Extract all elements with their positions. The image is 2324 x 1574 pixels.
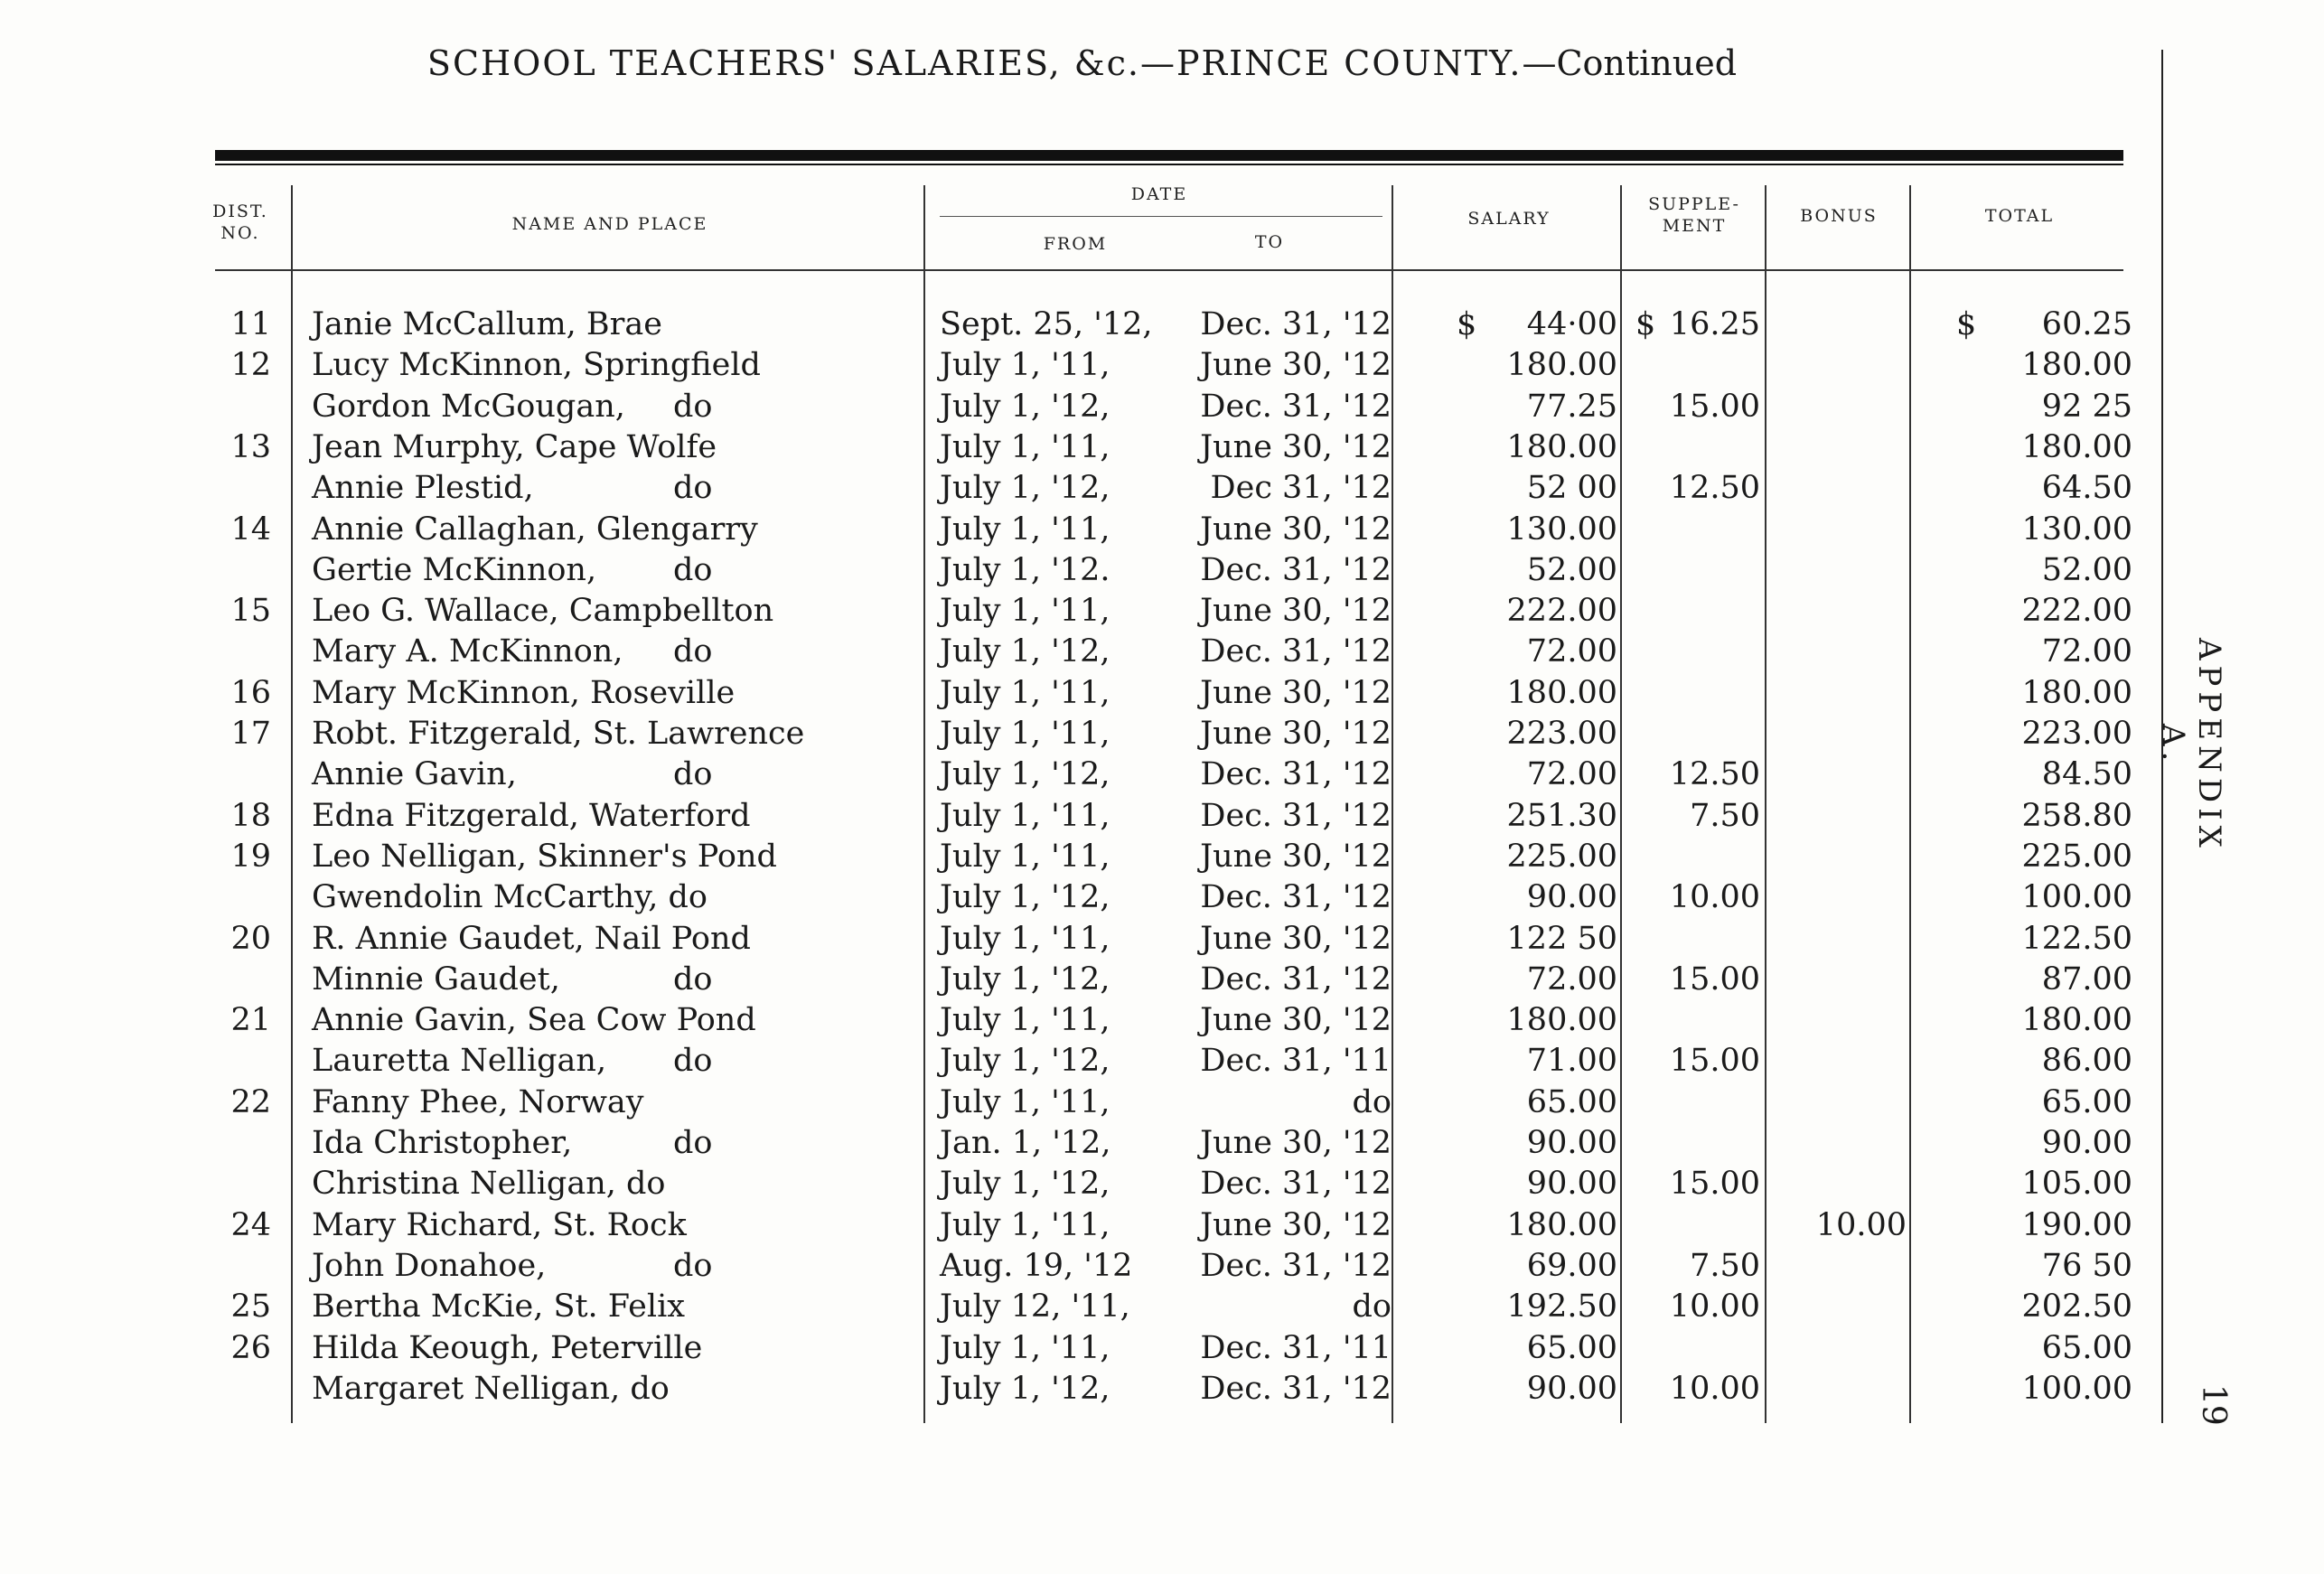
teacher-name: Annie Gavin, [312, 756, 517, 793]
table-row [0, 1205, 2169, 1246]
teacher-name: Mary A. McKinnon, [312, 633, 623, 670]
supplement-cell: 15.00 [1669, 960, 1760, 998]
total-cell: 130.00 [2021, 511, 2132, 548]
date-from-cell: July 1, '11, [940, 920, 1110, 957]
table-row [0, 960, 2169, 1000]
dist-cell: 22 [230, 1083, 271, 1120]
date-from-cell: July 1, '11, [940, 716, 1110, 752]
total-cell: 52.00 [2041, 551, 2132, 588]
salary-cell: 180.00 [1506, 1206, 1617, 1243]
supplement-cell: 12.50 [1669, 756, 1760, 793]
salary-cell: 122 50 [1506, 920, 1617, 957]
salary-cell: 180.00 [1506, 347, 1617, 384]
date-to-cell: June 30, '12 [1200, 920, 1392, 957]
dist-cell: 13 [230, 428, 271, 465]
date-to-cell: Dec. 31, '11 [1200, 1043, 1392, 1080]
date-to-cell: Dec. 31, '12 [1200, 1370, 1392, 1407]
date-to-cell: Dec. 31, '12 [1200, 388, 1392, 425]
date-from-cell: July 1, '11, [940, 838, 1110, 875]
table-row [0, 510, 2169, 550]
salary-cell: 72.00 [1526, 960, 1617, 998]
salary-cell: 72.00 [1526, 633, 1617, 670]
date-from-cell: Jan. 1, '12, [940, 1125, 1111, 1161]
dist-cell: 11 [230, 306, 271, 342]
date-from-cell: July 1, '11, [940, 511, 1110, 548]
salary-cell: 90.00 [1526, 1125, 1617, 1161]
name-place-cell: Annie Gavin, Sea Cow Pond [312, 1002, 756, 1039]
dist-cell: 25 [230, 1288, 271, 1326]
salary-cell: 251.30 [1506, 797, 1617, 834]
name-place-cell: Mary Richard, St. Rock [312, 1206, 687, 1243]
place-ditto: do [673, 1247, 713, 1284]
total-cell: 180.00 [2021, 1002, 2132, 1039]
table-row [0, 304, 2169, 345]
supplement-cell: 10.00 [1669, 1370, 1760, 1407]
date-from-cell: July 1, '12, [940, 960, 1110, 998]
date-to-cell: do [1352, 1288, 1392, 1326]
name-place-cell: Hilda Keough, Peterville [312, 1329, 703, 1366]
name-place-cell: Fanny Phee, Norway [312, 1083, 644, 1120]
dist-cell: 12 [230, 347, 271, 384]
supplement-cell: 15.00 [1669, 1166, 1760, 1203]
date-to-cell: Dec. 31, '12 [1200, 633, 1392, 670]
date-from-cell: July 1, '12, [940, 1370, 1110, 1407]
name-place-cell: Lucy McKinnon, Springfield [312, 347, 761, 384]
date-to-cell: Dec. 31, '12 [1200, 756, 1392, 793]
table-row [0, 1000, 2169, 1041]
date-to-cell: Dec. 31, '12 [1200, 551, 1392, 588]
supplement-cell: 12.50 [1669, 470, 1760, 507]
date-to-cell: Dec 31, '12 [1210, 470, 1392, 507]
place-ditto: do [673, 633, 713, 670]
total-cell: 180.00 [2021, 347, 2132, 384]
salary-cell: 69.00 [1526, 1247, 1617, 1284]
date-to-cell: Dec. 31, '12 [1200, 960, 1392, 998]
name-place-cell: Gwendolin McCarthy, do [312, 879, 708, 916]
date-from-cell: July 1, '12, [940, 1166, 1110, 1203]
date-to-cell: June 30, '12 [1200, 1206, 1392, 1243]
name-place-cell: Edna Fitzgerald, Waterford [312, 797, 751, 834]
date-to-cell: Dec. 31, '12 [1200, 879, 1392, 916]
table-row [0, 427, 2169, 468]
total-cell: 60.25 [2041, 306, 2132, 342]
table-row [0, 919, 2169, 960]
date-from-cell: July 1, '11, [940, 347, 1110, 384]
place-ditto: do [673, 388, 713, 425]
name-place-cell: Leo G. Wallace, Campbellton [312, 593, 774, 630]
place-ditto: do [673, 960, 713, 998]
dist-cell: 21 [230, 1002, 271, 1039]
salary-cell: 180.00 [1506, 1002, 1617, 1039]
supplement-cell: 15.00 [1669, 1043, 1760, 1080]
salary-cell: 52.00 [1526, 551, 1617, 588]
table-row [0, 1287, 2169, 1327]
table-row [0, 387, 2169, 427]
table-row [0, 714, 2169, 754]
date-to-cell: June 30, '12 [1200, 347, 1392, 384]
total-cell: 92 25 [2041, 388, 2132, 425]
table-row [0, 1164, 2169, 1204]
page-number: 19 [2195, 1384, 2232, 1426]
date-from-cell: Sept. 25, '12, [940, 306, 1153, 342]
teacher-name: Gordon McGougan, [312, 388, 625, 425]
total-cell: 86.00 [2041, 1043, 2132, 1080]
header-from: FROM [1043, 234, 1108, 254]
header-bonus: BONUS [1800, 206, 1878, 226]
dist-cell: 17 [230, 716, 271, 752]
total-cell: 222.00 [2021, 593, 2132, 630]
name-place-cell [312, 754, 713, 795]
date-to-cell: June 30, '12 [1200, 511, 1392, 548]
dist-cell: 16 [230, 674, 271, 711]
name-place-cell [312, 387, 713, 427]
total-cell: 87.00 [2041, 960, 2132, 998]
date-to-cell: June 30, '12 [1200, 716, 1392, 752]
supplement-cell: 10.00 [1669, 879, 1760, 916]
dist-cell: 14 [230, 511, 271, 548]
salary-cell: 65.00 [1526, 1329, 1617, 1366]
name-place-cell: Margaret Nelligan, do [312, 1370, 670, 1407]
supplement-cell: 10.00 [1669, 1288, 1760, 1326]
date-to-cell: June 30, '12 [1200, 1002, 1392, 1039]
date-from-cell: July 1, '11, [940, 1206, 1110, 1243]
teacher-name: Gertie McKinnon, [312, 551, 597, 588]
table-row [0, 877, 2169, 918]
header-rule-thick [215, 150, 2123, 161]
supplement-cell: 16.25 [1669, 306, 1760, 342]
total-cell: 64.50 [2041, 470, 2132, 507]
table-row [0, 673, 2169, 714]
salary-cell: 90.00 [1526, 879, 1617, 916]
total-cell: 225.00 [2021, 838, 2132, 875]
teacher-name: Lauretta Nelligan, [312, 1043, 607, 1080]
table-row [0, 468, 2169, 509]
dist-cell: 19 [230, 838, 271, 875]
header-bottom-rule [215, 269, 2123, 271]
header-name-place: NAME AND PLACE [511, 214, 708, 234]
name-place-cell [312, 632, 713, 672]
salary-cell: 225.00 [1506, 838, 1617, 875]
date-to-cell: June 30, '12 [1200, 593, 1392, 630]
name-place-cell [312, 960, 713, 1000]
salary-cell: 222.00 [1506, 593, 1617, 630]
header-dist [210, 201, 271, 244]
header-rule-thin [215, 164, 2123, 165]
salary-cell: 90.00 [1526, 1166, 1617, 1203]
date-from-cell: July 1, '11, [940, 674, 1110, 711]
date-from-cell: July 1, '11, [940, 1002, 1110, 1039]
table-row [0, 796, 2169, 837]
date-from-cell: July 1, '11, [940, 1329, 1110, 1366]
salary-cell: 77.25 [1526, 388, 1617, 425]
date-to-cell: Dec. 31, '12 [1200, 1166, 1392, 1203]
appendix-label: APPENDIX A. [2155, 638, 2227, 853]
date-from-cell: July 1, '12, [940, 879, 1110, 916]
bonus-cell: 10.00 [1815, 1206, 1907, 1243]
table-row [0, 550, 2169, 591]
date-from-cell: July 1, '12, [940, 633, 1110, 670]
table-row [0, 1082, 2169, 1123]
table-row [0, 1123, 2169, 1164]
salary-cell: 52 00 [1526, 470, 1617, 507]
date-to-cell: do [1352, 1083, 1392, 1120]
date-to-cell: Dec. 31, '12 [1200, 1247, 1392, 1284]
name-place-cell [312, 1246, 713, 1287]
name-place-cell: R. Annie Gaudet, Nail Pond [312, 920, 751, 957]
total-cell: 122.50 [2021, 920, 2132, 957]
date-from-cell: July 12, '11, [940, 1288, 1130, 1326]
total-cell: 65.00 [2041, 1083, 2132, 1120]
date-from-cell: July 1, '12, [940, 470, 1110, 507]
name-place-cell [312, 468, 713, 509]
header-date-rule [940, 216, 1382, 217]
total-cell: 180.00 [2021, 674, 2132, 711]
dist-cell: 18 [230, 797, 271, 834]
header-dist-line1: DIST. [212, 201, 268, 221]
table-row [0, 837, 2169, 877]
name-place-cell: Robt. Fitzgerald, St. Lawrence [312, 716, 805, 752]
header-supplement [1622, 193, 1766, 237]
total-cell: 100.00 [2021, 879, 2132, 916]
name-place-cell: Christina Nelligan, do [312, 1166, 666, 1203]
total-cell: 100.00 [2021, 1370, 2132, 1407]
salary-cell: 72.00 [1526, 756, 1617, 793]
date-to-cell: June 30, '12 [1200, 1125, 1392, 1161]
place-ditto: do [673, 470, 713, 507]
date-from-cell: July 1, '11, [940, 1083, 1110, 1120]
name-place-cell: Bertha McKie, St. Felix [312, 1288, 686, 1326]
place-ditto: do [673, 551, 713, 588]
date-to-cell: Dec. 31, '12 [1200, 797, 1392, 834]
total-dollar-sign: $ [1956, 306, 1977, 342]
table-row [0, 632, 2169, 672]
total-cell: 76 50 [2041, 1247, 2132, 1284]
salary-cell: 44·00 [1526, 306, 1617, 342]
name-place-cell: Janie McCallum, Brae [312, 306, 662, 342]
supplement-cell: 15.00 [1669, 388, 1760, 425]
total-cell: 105.00 [2021, 1166, 2132, 1203]
table-row [0, 1369, 2169, 1410]
place-ditto: do [673, 756, 713, 793]
table-row [0, 345, 2169, 386]
header-salary: SALARY [1467, 209, 1551, 229]
salary-cell: 223.00 [1506, 716, 1617, 752]
salary-cell: 180.00 [1506, 428, 1617, 465]
total-cell: 190.00 [2021, 1206, 2132, 1243]
date-from-cell: July 1, '12, [940, 388, 1110, 425]
date-to-cell: Dec. 31, '11 [1200, 1329, 1392, 1366]
table-row [0, 1041, 2169, 1082]
date-from-cell: July 1, '12. [940, 551, 1110, 588]
dist-cell: 24 [230, 1206, 271, 1243]
name-place-cell: Jean Murphy, Cape Wolfe [312, 428, 717, 465]
table-row [0, 1246, 2169, 1287]
teacher-name: Minnie Gaudet, [312, 960, 560, 998]
header-supplement-line2: MENT [1662, 216, 1727, 236]
name-place-cell [312, 1123, 713, 1164]
table-row [0, 754, 2169, 795]
name-place-cell: Leo Nelligan, Skinner's Pond [312, 838, 777, 875]
title-main: SCHOOL TEACHERS' SALARIES, &c.—PRINCE COUNTY. [426, 43, 1523, 83]
supplement-cell: 7.50 [1690, 1247, 1760, 1284]
total-cell: 90.00 [2041, 1125, 2132, 1161]
date-to-cell: June 30, '12 [1200, 838, 1392, 875]
title-continued: —Continued [1522, 43, 1738, 83]
supplement-cell: 7.50 [1690, 797, 1760, 834]
salary-cell: 180.00 [1506, 674, 1617, 711]
date-from-cell: July 1, '12, [940, 756, 1110, 793]
header-dist-line2: NO. [220, 223, 260, 243]
header-total: TOTAL [1984, 206, 2055, 226]
total-cell: 65.00 [2041, 1329, 2132, 1366]
page-title [0, 43, 2164, 83]
table-row [0, 591, 2169, 632]
salary-dollar-sign: $ [1457, 306, 1477, 342]
dist-cell: 26 [230, 1329, 271, 1366]
date-to-cell: June 30, '12 [1200, 428, 1392, 465]
salary-cell: 192.50 [1506, 1288, 1617, 1326]
header-supplement-line1: SUPPLE- [1648, 194, 1740, 214]
salary-cell: 90.00 [1526, 1370, 1617, 1407]
header-date: DATE [1130, 184, 1188, 204]
total-cell: 258.80 [2021, 797, 2132, 834]
dist-cell: 20 [230, 920, 271, 957]
place-ditto: do [673, 1043, 713, 1080]
date-to-cell: Dec. 31, '12 [1200, 306, 1392, 342]
teacher-name: Annie Plestid, [312, 470, 534, 507]
table-row [0, 1328, 2169, 1369]
total-cell: 72.00 [2041, 633, 2132, 670]
header-to: TO [1254, 232, 1285, 252]
date-from-cell: July 1, '12, [940, 1043, 1110, 1080]
supplement-dollar-sign: $ [1635, 306, 1656, 342]
teacher-name: Ida Christopher, [312, 1125, 573, 1161]
name-place-cell [312, 1041, 713, 1082]
salary-cell: 71.00 [1526, 1043, 1617, 1080]
salary-cell: 65.00 [1526, 1083, 1617, 1120]
place-ditto: do [673, 1125, 713, 1161]
date-from-cell: Aug. 19, '12 [940, 1247, 1133, 1284]
total-cell: 180.00 [2021, 428, 2132, 465]
total-cell: 223.00 [2021, 716, 2132, 752]
date-from-cell: July 1, '11, [940, 797, 1110, 834]
dist-cell: 15 [230, 593, 271, 630]
name-place-cell: Mary McKinnon, Roseville [312, 674, 736, 711]
total-cell: 84.50 [2041, 756, 2132, 793]
date-from-cell: July 1, '11, [940, 428, 1110, 465]
name-place-cell: Annie Callaghan, Glengarry [312, 511, 758, 548]
salary-cell: 130.00 [1506, 511, 1617, 548]
date-from-cell: July 1, '11, [940, 593, 1110, 630]
name-place-cell [312, 550, 713, 591]
date-to-cell: June 30, '12 [1200, 674, 1392, 711]
teacher-name: John Donahoe, [312, 1247, 547, 1284]
total-cell: 202.50 [2021, 1288, 2132, 1326]
